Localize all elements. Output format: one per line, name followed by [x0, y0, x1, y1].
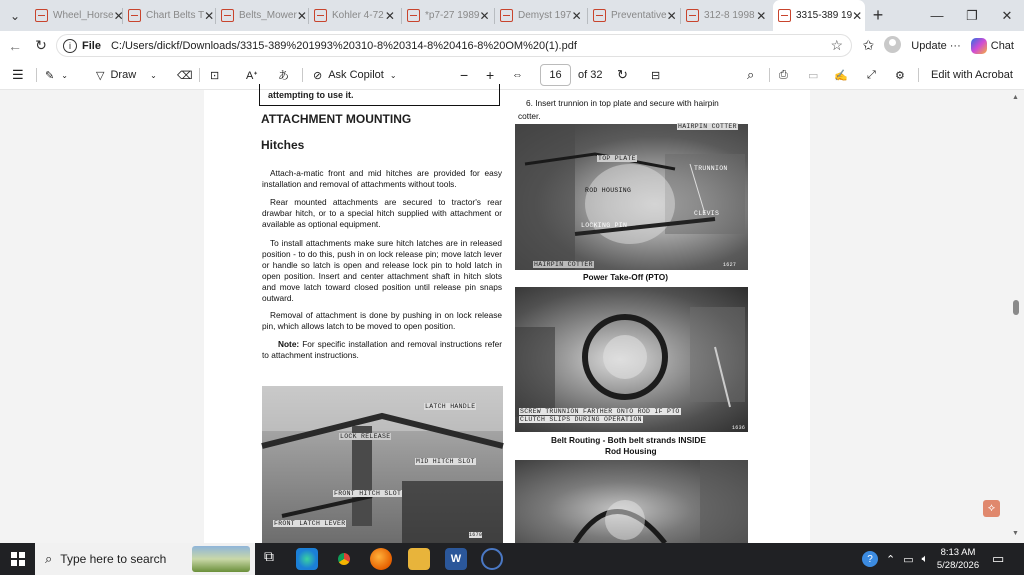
settings-button[interactable]: [895, 60, 905, 90]
pdf-icon: [593, 9, 606, 22]
close-tab-icon[interactable]: ✕: [756, 8, 767, 23]
draw-button[interactable]: ▽ Draw ⌄: [96, 69, 157, 82]
photo-detail: [515, 460, 748, 543]
text-box-icon: ⊡: [210, 69, 220, 82]
url-text[interactable]: C:/Users/dickf/Downloads/3315-389%201993%20310-8%20314-8%20416-8%20OM%20(1).pdf: [110, 39, 577, 52]
erase-button[interactable]: [177, 60, 193, 90]
acrobat-icon[interactable]: ⟡: [983, 500, 1000, 517]
pdf-icon: [407, 9, 420, 22]
restore-button[interactable]: [955, 0, 989, 31]
read-aloud-button[interactable]: [246, 60, 258, 90]
chevron-down-icon: ⌄: [389, 70, 397, 80]
belt-heading: Rod Housing: [605, 446, 657, 456]
url-field[interactable]: [56, 34, 852, 57]
show-hidden-icons[interactable]: ⌃: [886, 553, 896, 566]
app-icon[interactable]: [481, 548, 503, 570]
plus-icon: +: [872, 5, 884, 25]
minus-icon: −: [460, 67, 469, 83]
taskbar-search[interactable]: ⌕ Type here to search: [35, 543, 255, 575]
photo-label: LOCKING PIN: [581, 222, 628, 229]
favorites-icon[interactable]: ✩: [862, 37, 875, 53]
close-tab-icon[interactable]: ✕: [571, 8, 582, 23]
address-right-controls: [858, 31, 1024, 60]
tab[interactable]: *p7-27 1989 ✕: [402, 0, 494, 31]
close-window-button[interactable]: [990, 0, 1024, 31]
page-number-input[interactable]: 16: [540, 64, 571, 86]
chrome-icon[interactable]: [333, 548, 355, 570]
photo-code: 1627: [723, 262, 737, 268]
ask-copilot-button[interactable]: ⊘ Ask Copilot ⌄: [313, 69, 397, 82]
address-bar: [0, 31, 1024, 60]
close-tab-icon[interactable]: ✕: [479, 8, 490, 23]
tab[interactable]: Preventative ✕: [588, 0, 680, 31]
paragraph: Rear mounted attachments are secured to tractor's rear drawbar hitch, or to a special hitch supplied with attachment or available as optional equipment.: [262, 197, 502, 229]
photo-label: CLEVIS: [694, 210, 720, 217]
save-button[interactable]: [808, 60, 818, 90]
pdf-icon: [35, 9, 48, 22]
start-button[interactable]: [0, 543, 35, 575]
taskbar: [0, 543, 1024, 575]
pdf-page: [204, 90, 810, 543]
list-icon: ☰: [12, 67, 24, 82]
edge-icon[interactable]: [296, 548, 318, 570]
close-tab-icon[interactable]: ✕: [113, 8, 124, 23]
photo-label: LOCK RELEASE: [340, 433, 391, 440]
step-text: cotter.: [518, 111, 541, 121]
print-button[interactable]: [779, 60, 788, 90]
scroll-thumb[interactable]: [1013, 300, 1019, 315]
chevron-down-icon: ⌄: [61, 70, 68, 80]
chevron-down-icon: ⌄: [9, 8, 21, 23]
save-icon: ▭: [808, 69, 819, 82]
pdf-icon: [686, 9, 699, 22]
search-icon: ⌕: [747, 67, 755, 82]
close-tab-icon[interactable]: ✕: [666, 8, 677, 23]
word-icon[interactable]: W: [445, 548, 467, 570]
step-text: 6. Insert trunnion in top plate and secure with hairpin: [526, 98, 719, 108]
read-aloud-icon: Aᐩ: [246, 69, 258, 82]
trunnion-photo: [515, 124, 748, 270]
tab-list-button[interactable]: [0, 0, 30, 31]
tab-bar: [0, 0, 1024, 31]
toolbar-separator: [769, 68, 770, 82]
toolbar-separator: [918, 68, 919, 82]
search-icon: ⌕: [45, 551, 53, 566]
tab[interactable]: Chart Belts T ✕: [123, 0, 215, 31]
refresh-icon: ↻: [35, 37, 47, 53]
subsection-heading: Hitches: [261, 138, 305, 152]
photo-label: FRONT HITCH SLOT: [334, 490, 402, 497]
photo-label: FRONT LATCH LEVER: [274, 520, 346, 527]
toolbar-separator: [36, 68, 37, 82]
task-view-icon[interactable]: ⧉: [264, 548, 274, 564]
back-button[interactable]: [2, 38, 28, 54]
pdf-icon: [500, 9, 513, 22]
windows-icon: [11, 552, 25, 566]
tab[interactable]: Demyst 197 ✕: [495, 0, 587, 31]
scroll-up-icon[interactable]: ▲: [1012, 94, 1019, 101]
note-paragraph: Note: For specific installation and removal instructions refer to attachment instructions.: [262, 339, 502, 360]
more-icon: ···: [949, 39, 961, 52]
avatar: [884, 36, 901, 53]
photo-label: HAIRPIN COTTER: [678, 123, 737, 130]
belt-routing-photo: [515, 460, 748, 543]
gear-icon: ⚙: [895, 69, 905, 82]
photo-detail: [515, 124, 748, 270]
pdf-toolbar: [0, 60, 1024, 90]
favorite-star-icon[interactable]: ☆: [830, 37, 843, 53]
close-tab-icon[interactable]: ✕: [296, 8, 307, 23]
highlight-button[interactable]: [45, 60, 68, 90]
eraser-icon: ⌫: [177, 69, 193, 82]
page-total: of 32: [578, 69, 603, 81]
translate-icon: あ: [278, 70, 289, 82]
draw-icon: ▽: [96, 69, 105, 82]
tab[interactable]: Belts_Mower ✕: [216, 0, 308, 31]
info-icon[interactable]: i: [63, 39, 77, 53]
photo-label: ROD HOUSING: [585, 187, 632, 194]
save-as-button[interactable]: [834, 60, 848, 90]
system-tray: [862, 543, 928, 575]
close-tab-icon[interactable]: ✕: [384, 8, 395, 23]
clock[interactable]: 8:13 AM 5/28/2026: [936, 547, 980, 571]
close-tab-icon[interactable]: ✕: [852, 8, 863, 23]
plus-icon: +: [486, 67, 495, 83]
photo-label: MID HITCH SLOT: [416, 458, 475, 465]
pto-heading: Power Take-Off (PTO): [583, 272, 668, 282]
fit-page-icon: ⇔: [512, 69, 523, 81]
copilot-chat-button[interactable]: Chat: [971, 38, 1014, 54]
minimize-button[interactable]: [920, 0, 954, 31]
page-view-icon: ⊟: [651, 69, 661, 82]
copilot-icon: [971, 38, 987, 54]
photo-code: 1636: [732, 425, 746, 431]
expand-icon: ⤢: [867, 68, 876, 81]
file-explorer-icon[interactable]: [408, 548, 430, 570]
toolbar-separator: [302, 68, 303, 82]
new-tab-button[interactable]: [865, 5, 891, 26]
pto-photo: [515, 287, 748, 432]
file-scheme-label: File: [82, 39, 101, 52]
notifications-icon[interactable]: ▭: [992, 551, 1005, 566]
belt-heading: Belt Routing - Both belt strands INSIDE: [551, 435, 706, 445]
back-arrow-icon: ←: [8, 38, 22, 54]
photo-label: LATCH HANDLE: [425, 403, 476, 410]
contents-button[interactable]: [12, 60, 24, 90]
section-heading: ATTACHMENT MOUNTING: [261, 112, 412, 126]
pdf-icon: [314, 9, 327, 22]
search-highlight-image: [192, 546, 250, 572]
volume-icon[interactable]: 🔈︎: [921, 552, 929, 565]
pdf-viewer: [0, 90, 1024, 543]
warning-box: attempting to use it.: [259, 84, 500, 106]
scroll-down-icon[interactable]: ▼: [1012, 530, 1019, 537]
paragraph: Attach-a-matic front and mid hitches are provided for easy installation and removal of attachments without tools.: [262, 168, 502, 189]
photo-label: TOP PLATE: [598, 155, 636, 162]
vertical-scrollbar[interactable]: [1008, 90, 1024, 543]
rotate-icon: ↻: [617, 67, 628, 82]
tab[interactable]: Kohler 4-72 ✕: [309, 0, 401, 31]
fullscreen-button[interactable]: [867, 60, 876, 90]
refresh-button[interactable]: [28, 37, 54, 54]
battery-icon[interactable]: ▭: [903, 553, 914, 566]
photo-label: TRUNNION: [694, 165, 728, 172]
paragraph: To install attachments make sure hitch latches are in released position - to do this, push in on lock release pin; move latch lever or handle so latch is open and release lock pin to hold latch in open position. Insert and center attachment shaft in hitch slots and move latch toward closed position until release pin snaps outward.: [262, 238, 502, 303]
edit-with-acrobat-button[interactable]: Edit with Acrobat: [931, 69, 1013, 81]
save-as-icon: ✍: [834, 69, 848, 82]
pdf-icon: [221, 9, 234, 22]
profile-button[interactable]: [884, 36, 901, 56]
close-tab-icon[interactable]: ✕: [204, 8, 215, 23]
photo-caption: CLUTCH SLIPS DURING OPERATION: [520, 416, 642, 423]
copilot-outline-icon: ⊘: [313, 69, 323, 82]
fit-page-button[interactable]: [512, 60, 523, 90]
photo-label: HAIRPIN COTTER: [534, 261, 593, 268]
photo-caption: SCREW TRUNNION FARTHER ONTO ROD IF PTO: [520, 408, 680, 415]
pdf-icon: [128, 9, 141, 22]
page-view-button[interactable]: [651, 60, 660, 90]
tab[interactable]: Wheel_Horse ✕: [30, 0, 122, 31]
help-icon[interactable]: ?: [862, 551, 878, 567]
find-button[interactable]: [747, 60, 754, 90]
tab-active[interactable]: 3315-389 19 ✕: [773, 0, 865, 31]
close-icon: ✕: [1001, 7, 1013, 23]
text-button[interactable]: [210, 60, 219, 90]
photo-code: 1670: [469, 532, 483, 538]
minimize-icon: —: [930, 8, 944, 23]
tab[interactable]: 312-8 1998 ✕: [681, 0, 773, 31]
update-button[interactable]: Update ···: [911, 39, 961, 52]
print-icon: ⎙: [779, 68, 788, 81]
firefox-icon[interactable]: [370, 548, 392, 570]
chevron-down-icon: ⌄: [150, 70, 157, 80]
highlighter-icon: ✎: [45, 69, 55, 82]
paragraph: Removal of attachment is done by pushing in on lock release pin, which allows latch to be moved to open position.: [262, 310, 502, 331]
rotate-button[interactable]: [617, 60, 628, 90]
pdf-icon: [778, 9, 791, 22]
hitch-photo: [262, 386, 503, 543]
restore-icon: ❐: [966, 7, 978, 23]
toolbar-separator: [199, 68, 200, 82]
